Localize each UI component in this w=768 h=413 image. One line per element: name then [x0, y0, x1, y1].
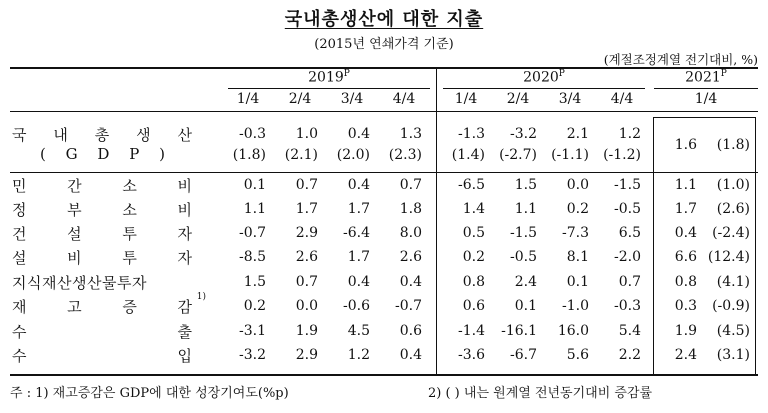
table-title: 국내총생산에 대한 지출	[284, 9, 484, 30]
row-label-char: 총	[94, 126, 110, 144]
table-cell: (12.4)	[707, 249, 750, 265]
table-cell: (3.1)	[716, 347, 750, 363]
row-label-char: 소	[122, 201, 137, 219]
table-cell: 4.5	[347, 323, 370, 339]
row-label-char: 투	[122, 225, 137, 243]
table-cell: 5.4	[618, 323, 641, 339]
table-cell: -0.7	[395, 298, 422, 314]
row-label-char: 비	[177, 177, 192, 195]
row-label-char: 투	[117, 274, 132, 292]
table-cell: 2.9	[295, 347, 318, 363]
quarter-header: 1/4	[694, 91, 718, 107]
table-cell: 2.9	[295, 225, 318, 241]
table-cell: 1.2	[618, 126, 641, 142]
row-label-char: 고	[67, 298, 82, 316]
footnote-2: 2) ( ) 내는 원계열 전년동기대비 증감률	[428, 386, 653, 401]
table-cell: 1.7	[347, 201, 370, 217]
table-cell: 0.3	[674, 298, 697, 314]
table-cell: 0.4	[347, 126, 370, 142]
row-label	[12, 175, 192, 196]
table-cell: -3.2	[239, 347, 266, 363]
table-cell: 1.3	[399, 126, 422, 142]
table-cell: 2.2	[618, 347, 641, 363]
table-cell: -0.5	[614, 201, 641, 217]
table-cell: 0.4	[347, 177, 370, 193]
table-cell: -1.4	[458, 323, 485, 339]
table-cell: -1.0	[562, 298, 589, 314]
table-cell: (-0.9)	[712, 298, 750, 314]
row-label-char: 감	[177, 298, 192, 316]
table-cell: -7.3	[562, 225, 589, 241]
row-label-char: 수	[12, 323, 27, 341]
table-cell: -0.3	[239, 126, 266, 142]
table-cell: -6.5	[458, 177, 485, 193]
table-cell: 0.1	[514, 298, 537, 314]
row-label-char: 비	[67, 249, 82, 267]
table-cell: 0.4	[399, 347, 422, 363]
row-label-char: (	[40, 145, 46, 163]
table-cell: 2.6	[399, 249, 422, 265]
row-label	[12, 199, 192, 220]
table-cell: -1.5	[510, 225, 537, 241]
row-label-char: 자	[177, 249, 192, 267]
row-label-char: 식	[27, 274, 42, 292]
row-label-char: 설	[12, 249, 27, 267]
table-cell: 1.0	[295, 126, 318, 142]
row-label-char: 입	[177, 347, 192, 365]
table-cell: 1.6	[674, 137, 697, 153]
table-cell: (2.6)	[716, 201, 750, 217]
table-cell: (1.0)	[716, 177, 750, 193]
row-label-char: 생	[72, 274, 87, 292]
table-cell: 2.4	[674, 347, 697, 363]
table-top-rule	[10, 67, 758, 69]
quarter-header: 4/4	[610, 91, 634, 107]
row-label-char: 산	[87, 274, 102, 292]
quarter-header: 4/4	[392, 91, 416, 107]
table-cell: -1.3	[458, 126, 485, 142]
table-cell: 0.1	[243, 177, 266, 193]
row-label	[12, 292, 206, 317]
quarter-header: 2/4	[506, 91, 530, 107]
row-label-char: 출	[177, 323, 192, 341]
table-cell: 0.4	[399, 274, 422, 290]
year-header	[666, 69, 746, 86]
table-cell: -0.5	[510, 249, 537, 265]
row-label-char: 생	[136, 126, 151, 144]
row-label-char: D	[97, 145, 110, 163]
table-cell: 5.6	[566, 347, 589, 363]
table-cell: 0.7	[295, 274, 318, 290]
table-cell: (-2.4)	[712, 225, 750, 241]
table-cell: 6.5	[618, 225, 641, 241]
table-cell: 1.8	[399, 201, 422, 217]
row-label-char: 내	[53, 126, 68, 144]
row-label-char: 비	[177, 201, 192, 219]
table-cell: (-1.1)	[551, 147, 589, 163]
table-cell: 0.1	[566, 274, 589, 290]
table-cell: 2.6	[295, 249, 318, 265]
table-subtitle: (2015년 연쇄가격 기준)	[314, 37, 454, 52]
table-cell: 2.4	[514, 274, 537, 290]
table-cell: 6.6	[674, 249, 697, 265]
table-cell: 8.0	[399, 225, 422, 241]
row-label-char: 지	[12, 274, 27, 292]
table-cell: 0.8	[462, 274, 485, 290]
row-label-char: 민	[12, 177, 27, 195]
row-label	[12, 321, 192, 342]
table-cell: (-2.7)	[499, 147, 537, 163]
table-cell: -6.4	[343, 225, 370, 241]
table-cell: 1.1	[514, 201, 537, 217]
table-cell: -0.3	[614, 298, 641, 314]
row-label-char: 물	[102, 274, 117, 292]
footnote-ref: 1)	[196, 292, 206, 302]
table-cell: (2.1)	[284, 147, 318, 163]
table-cell: -16.1	[501, 323, 537, 339]
table-cell: (1.8)	[716, 137, 750, 153]
table-cell: 1.7	[674, 201, 697, 217]
row-label-char: 수	[12, 347, 27, 365]
table-cell: 0.2	[243, 298, 266, 314]
table-cell: 1.7	[347, 249, 370, 265]
year-label: 2019	[308, 69, 344, 86]
table-cell: 0.7	[399, 177, 422, 193]
table-cell: -3.2	[510, 126, 537, 142]
table-cell: 1.5	[514, 177, 537, 193]
row-label-char: 재	[42, 274, 57, 292]
year-underline-2020	[443, 88, 645, 89]
table-cell: 1.1	[243, 201, 266, 217]
table-bottom-rule	[10, 374, 758, 376]
year-underline-2019	[228, 88, 430, 89]
row-label-char: )	[159, 145, 165, 163]
table-cell: -6.7	[510, 347, 537, 363]
row-label-char: P	[129, 145, 140, 163]
preliminary-mark: P	[720, 69, 727, 79]
table-cell: -3.1	[239, 323, 266, 339]
row-label-char: 간	[67, 177, 82, 195]
row-label-char: 부	[67, 201, 82, 219]
row-label-char: 건	[12, 225, 27, 243]
preliminary-mark: P	[558, 69, 565, 79]
year-label: 2021	[685, 69, 721, 86]
table-cell: 0.2	[566, 201, 589, 217]
row-label	[12, 345, 192, 366]
row-label	[12, 247, 192, 268]
table-cell: 0.0	[295, 298, 318, 314]
table-cell: -0.7	[239, 225, 266, 241]
year-header	[289, 69, 369, 86]
row-label-char: 투	[122, 249, 137, 267]
table-cell: -1.5	[614, 177, 641, 193]
header-bottom-rule	[10, 111, 758, 112]
quarter-header: 3/4	[558, 91, 582, 107]
table-cell: 1.7	[295, 201, 318, 217]
table-cell: 0.6	[462, 298, 485, 314]
table-cell: 8.1	[566, 249, 589, 265]
row-label-char: 산	[57, 274, 72, 292]
table-cell: 0.5	[462, 225, 485, 241]
unit-note: (계절조정계열 전기대비, %)	[603, 52, 758, 67]
footnote-1: 주 : 1) 재고증감은 GDP에 대한 성장기여도(%p)	[10, 386, 289, 401]
table-cell: -8.5	[239, 249, 266, 265]
preliminary-mark: P	[343, 69, 350, 79]
table-cell: (4.5)	[716, 323, 750, 339]
row-label-char: 소	[122, 177, 137, 195]
quarter-header: 2/4	[288, 91, 312, 107]
row-label	[12, 223, 192, 244]
table-cell: 0.4	[347, 274, 370, 290]
year-label: 2020	[523, 69, 559, 86]
row-label	[12, 272, 217, 293]
quarter-header: 1/4	[454, 91, 478, 107]
table-cell: 1.9	[674, 323, 697, 339]
table-cell: 0.6	[399, 323, 422, 339]
table-cell: 2.1	[566, 126, 589, 142]
table-cell: -2.0	[614, 249, 641, 265]
row-label-char: G	[65, 145, 78, 163]
table-cell: (1.8)	[232, 147, 266, 163]
table-cell: (2.0)	[336, 147, 370, 163]
table-cell: 1.4	[462, 201, 485, 217]
table-cell: 1.5	[243, 274, 266, 290]
table-cell: 16.0	[557, 323, 589, 339]
gdp-separator-rule	[10, 172, 758, 173]
row-label	[40, 145, 165, 163]
table-cell: (4.1)	[716, 274, 750, 290]
table-cell: 0.7	[618, 274, 641, 290]
table-cell: -0.6	[343, 298, 370, 314]
year-underline-2021	[654, 88, 758, 89]
table-cell: -3.6	[458, 347, 485, 363]
table-cell: (2.3)	[388, 147, 422, 163]
row-label-char: 설	[67, 225, 82, 243]
table-cell: 1.9	[295, 323, 318, 339]
table-cell: (1.4)	[451, 147, 485, 163]
year-header	[504, 69, 584, 86]
table-cell: 1.2	[347, 347, 370, 363]
row-label-char: 자	[132, 274, 147, 292]
row-label-char: 국	[12, 126, 27, 144]
row-label-char: 자	[177, 225, 192, 243]
quarter-header: 3/4	[340, 91, 364, 107]
table-cell: 0.0	[566, 177, 589, 193]
row-label-char: 정	[12, 201, 27, 219]
table-cell: 0.8	[674, 274, 697, 290]
table-cell: 0.2	[462, 249, 485, 265]
row-label-char: 재	[12, 298, 27, 316]
quarter-header: 1/4	[236, 91, 260, 107]
row-label-char: 증	[122, 298, 137, 316]
row-label	[12, 124, 192, 145]
table-cell: (-1.2)	[603, 147, 641, 163]
row-label-char: 산	[177, 126, 192, 144]
table-cell: 0.4	[674, 225, 697, 241]
table-cell: 1.1	[674, 177, 697, 193]
table-cell: 0.7	[295, 177, 318, 193]
